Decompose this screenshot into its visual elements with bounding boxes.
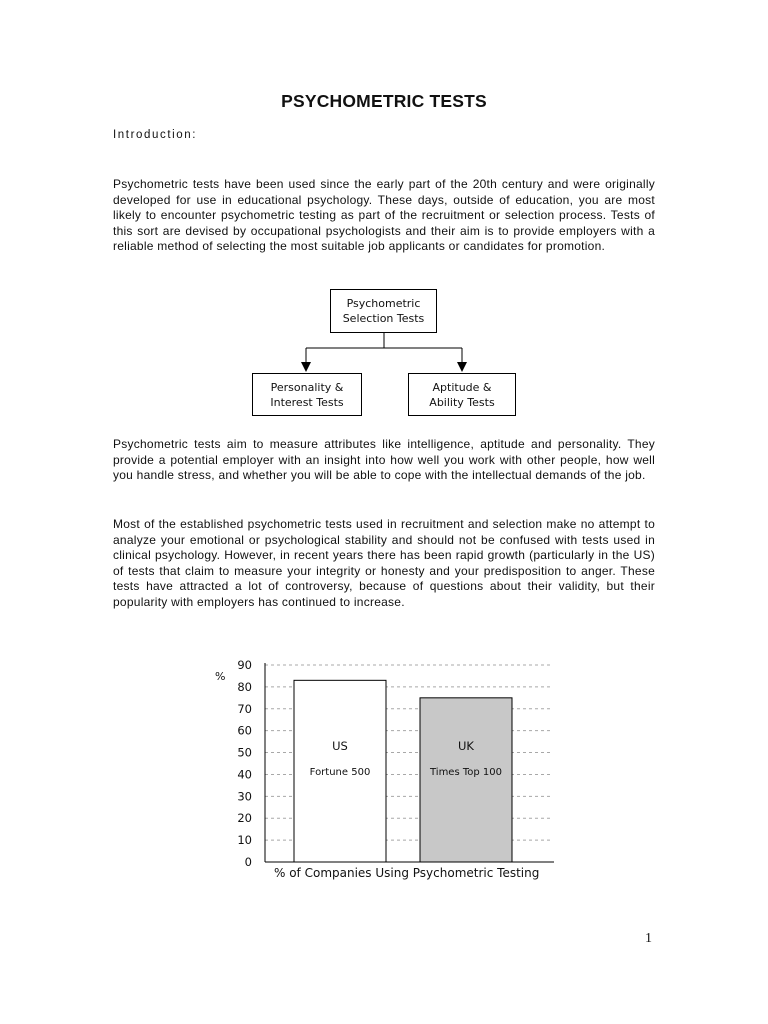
diagram-box-right-line1: Aptitude & [432, 380, 492, 394]
y-tick-label: 50 [237, 745, 252, 760]
y-tick-label: 0 [244, 855, 252, 869]
y-tick-label: 40 [237, 767, 252, 782]
y-tick-label: 80 [237, 679, 252, 694]
y-tick-label: 90 [237, 658, 252, 672]
page-number: 1 [645, 931, 652, 946]
y-axis-label: % [215, 670, 226, 683]
arrow-right-icon [457, 362, 467, 372]
bar-category-label: UK [458, 739, 474, 753]
diagram-box-root-line1: Psychometric [346, 297, 421, 310]
diagram-box-right-line2: Ability Tests [429, 395, 495, 409]
diagram-box-aptitude-tests [408, 373, 516, 416]
y-tick-label: 20 [237, 811, 252, 826]
arrow-left-icon [301, 362, 311, 372]
intro-heading: Introduction: [113, 129, 198, 141]
diagram-box-personality-tests [252, 373, 362, 416]
y-tick-label: 30 [237, 789, 252, 804]
x-axis-label: % of Companies Using Psychometric Testing [274, 866, 540, 880]
bar-category-label: US [332, 739, 348, 753]
y-tick-label: 60 [237, 723, 252, 738]
y-tick-label: 70 [237, 701, 252, 716]
diagram-box-root-line2: Selection Tests [342, 312, 425, 325]
chart-bars [294, 680, 512, 862]
paragraph-attributes: Psychometric tests aim to measure attributes like intelligence, aptitude and personality. They provide a potential employer with an insight into how well you work with other people, how well you handle stress, and whether you will be able to cope with the intellectual demands of the job. [113, 437, 655, 483]
bar-chart [200, 650, 570, 890]
chart-ticks [237, 658, 252, 869]
bar-sublabel: Times Top 100 [429, 767, 503, 778]
page-title: PSYCHOMETRIC TESTS [281, 91, 487, 111]
bar-uk [420, 698, 512, 862]
y-tick-label: 10 [237, 833, 252, 848]
diagram-box-left-line2: Interest Tests [270, 395, 344, 409]
diagram-connectors [0, 0, 768, 430]
bar-sublabel: Fortune 500 [309, 767, 371, 778]
diagram-box-left-line1: Personality & [270, 380, 344, 394]
diagram-box-selection-tests [330, 289, 437, 333]
paragraph-established-tests: Most of the established psychometric tests used in recruitment and selection make no attempt to analyze your emotional or psychological stability and should not be confused with tests used in clinical psychology. However, in recent years there has been rapid growth (particularly in the US) of tests that claim to measure your integrity or honesty and your predisposition to anger. These tests have attracted a lot of controversy, because of questions about their validity, but their popularity with employers has continued to increase. [113, 517, 655, 609]
paragraph-intro: Psychometric tests have been used since the early part of the 20th century and were originally developed for use in educational psychology. These days, outside of education, you are most likely to encounter psychometric testing as part of the recruitment or selection process. Tests of this sort are devised by occupational psychologists and their aim is to provide employers with a reliable method of selecting the most suitable job applicants or candidates for promotion. [113, 177, 655, 254]
